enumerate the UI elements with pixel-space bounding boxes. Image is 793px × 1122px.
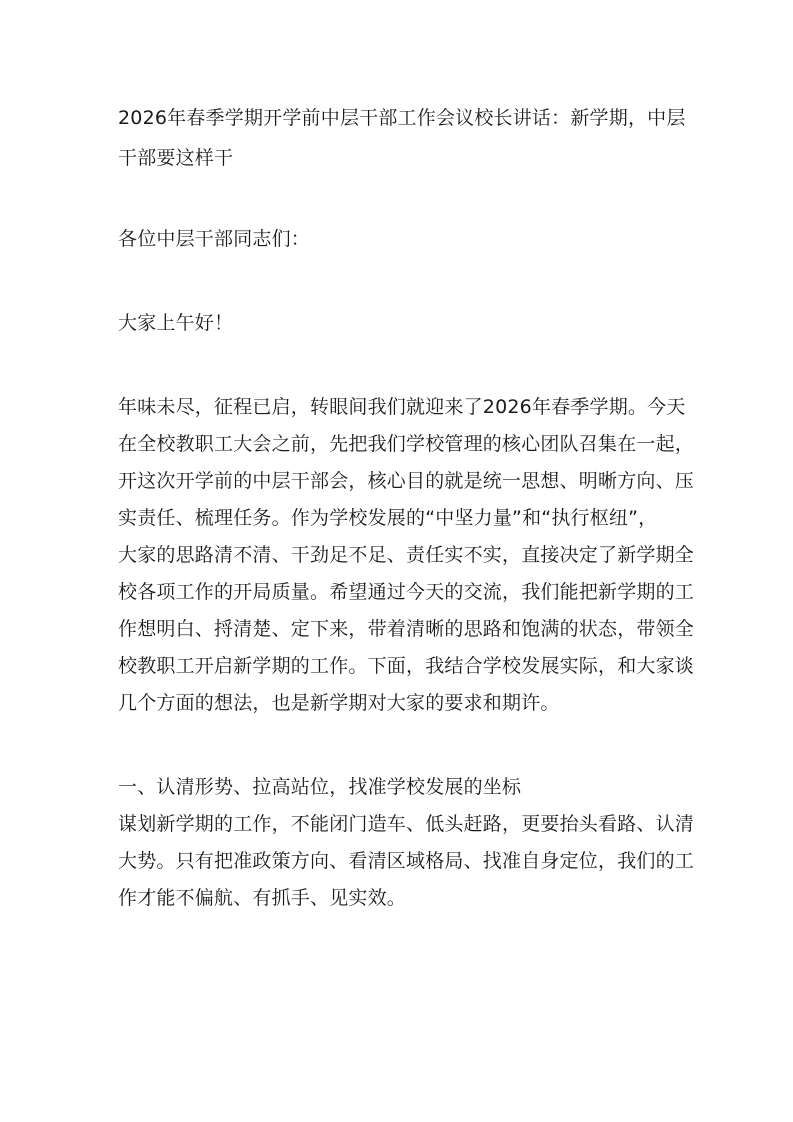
section-1-heading: 一、认清形势、拉高站位，找准学校发展的坐标: [118, 776, 522, 798]
greeting: 大家上午好！: [118, 312, 234, 334]
intro-line: 几个方面的想法，也是新学期对大家的要求和期许。: [118, 692, 560, 714]
intro-line: 实责任、梳理任务。作为学校发展的“中坚力量”和“执行枢纽”，: [118, 507, 658, 529]
section-1-line: 谋划新学期的工作，不能闭门造车、低头赶路，更要抬头看路、认清: [118, 813, 695, 835]
intro-line: 开这次开学前的中层干部会，核心目的就是统一思想、明晰方向、压: [118, 470, 695, 492]
document-title-line-1: 2026年春季学期开学前中层干部工作会议校长讲话：新学期，中层: [118, 107, 686, 129]
document-title-line-2: 干部要这样干: [118, 147, 234, 169]
intro-line: 年味未尽，征程已启，转眼间我们就迎来了2026年春季学期。今天: [118, 396, 686, 418]
intro-line: 大家的思路清不清、干劲足不足、责任实不实，直接决定了新学期全: [118, 544, 695, 566]
section-1-line: 作才能不偏航、有抓手、见实效。: [118, 887, 407, 909]
salutation: 各位中层干部同志们：: [118, 228, 311, 250]
intro-line: 作想明白、捋清楚、定下来，带着清晰的思路和饱满的状态，带领全: [118, 618, 695, 640]
section-1-line: 大势。只有把准政策方向、看清区域格局、找准自身定位，我们的工: [118, 850, 695, 872]
intro-line: 校各项工作的开局质量。希望通过今天的交流，我们能把新学期的工: [118, 581, 695, 603]
intro-line: 在全校教职工大会之前，先把我们学校管理的核心团队召集在一起，: [118, 433, 695, 455]
intro-line: 校教职工开启新学期的工作。下面，我结合学校发展实际，和大家谈: [118, 655, 695, 677]
